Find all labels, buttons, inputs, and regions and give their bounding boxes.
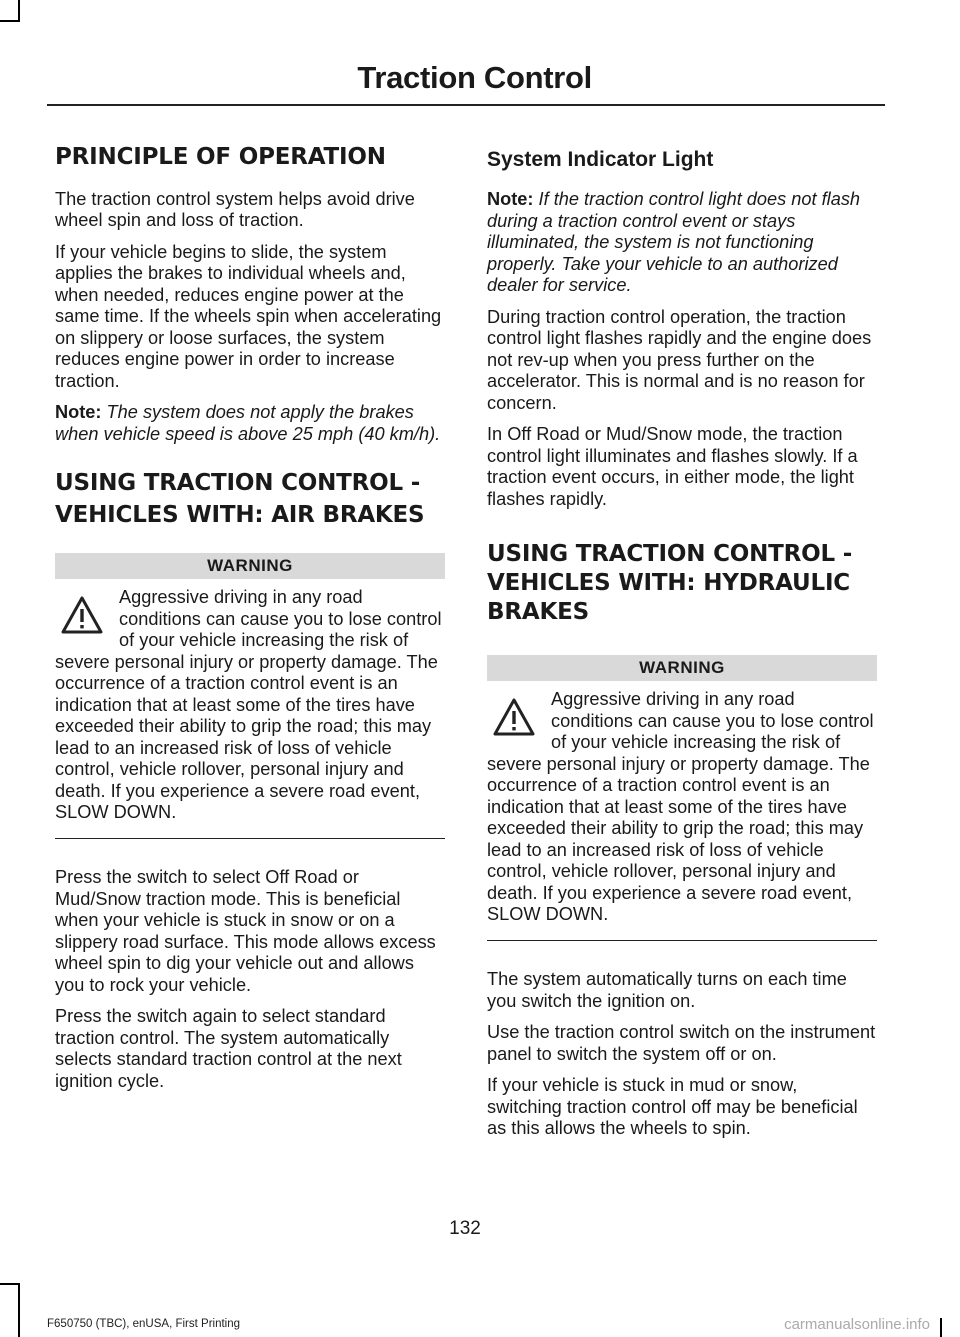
air-brakes-heading-line-2: VEHICLES WITH: AIR BRAKES	[55, 502, 425, 529]
warning-text: Aggressive driving in any road conditions can cause you to lose control of your vehicle increasing the risk of severe personal injury or property damage. The occurrence of a traction control event is an indication that at least some of the tires have exceeded their ability to grip the road; this may lead to an increased risk of loss of vehicle control, vehicle rollover, personal injury and death. If you experience a severe road event, SLOW DOWN.	[55, 587, 442, 823]
crop-mark-top-left	[18, 0, 20, 22]
crop-mark-bottom-left	[18, 1283, 20, 1337]
warning-divider	[487, 940, 877, 942]
warning-divider	[55, 838, 445, 840]
warning-body	[487, 681, 877, 926]
principle-paragraph-1: The traction control system helps avoid drive wheel spin and loss of traction.	[55, 188, 415, 231]
crop-mark-bottom-left-h	[0, 1283, 20, 1285]
hydraulic-brakes-heading	[487, 540, 877, 627]
warning-triangle-icon	[59, 593, 105, 639]
air-brakes-warning	[55, 553, 445, 839]
principle-paragraph-2: If your vehicle begins to slide, the system applies the brakes to individual wheels and, when needed, reduces engine power at the same time. If the wheels spin when accelerating on slippery or loose surfaces, the system reduces engine power in order to increase traction.	[55, 241, 442, 391]
note-text: The system does not apply the brakes when vehicle speed is above 25 mph (40 km/h).	[55, 402, 441, 444]
hydraulic-heading-line-2: VEHICLES WITH: HYDRAULIC	[487, 570, 850, 597]
principle-heading: PRINCIPLE OF OPERATION	[55, 144, 386, 170]
air-brakes-heading-line-1: USING TRACTION CONTROL -	[55, 470, 421, 497]
warning-text: Aggressive driving in any road conditions can cause you to lose control of your vehicle increasing the risk of severe personal injury or property damage. The occurrence of a traction control event is an indication that at least some of the tires have exceeded their ability to grip the road; this may lead to an increased risk of loss of vehicle control, vehicle rollover, personal injury and death. If you experience a severe road event, SLOW DOWN.	[487, 689, 874, 925]
mode-paragraph-2: Press the switch again to select standard traction control. The system automatically selects standard traction control at the next ignition cycle.	[55, 1006, 402, 1091]
crop-mark-bottom-right	[940, 1318, 942, 1337]
note-text: If the traction control light does not flash during a traction control event or stays illuminated, the system is not functioning properly. Take your vehicle to an authorized dealer for service.	[487, 189, 861, 296]
hydraulic-heading-line-1: USING TRACTION CONTROL -	[487, 541, 853, 568]
indicator-heading: System Indicator Light	[487, 148, 714, 171]
warning-body	[55, 579, 445, 824]
document-id: F650750 (TBC), enUSA, First Printing	[47, 1318, 241, 1330]
indicator-paragraph-2: In Off Road or Mud/Snow mode, the traction control light illuminates and flashes slowly. If a traction event occurs, in either mode, the light flashes rapidly.	[487, 424, 858, 509]
note-label: Note:	[487, 189, 534, 210]
right-column	[487, 146, 877, 1150]
mode-paragraph-1: Press the switch to select Off Road or Mud/Snow traction mode. This is beneficial when your vehicle is stuck in snow or on a slippery road surface. This mode allows excess wheel spin to dig your vehicle out and allows you to rock your vehicle.	[55, 867, 436, 995]
warning-label: WARNING	[55, 553, 445, 579]
crop-mark-top-left-h	[0, 20, 20, 22]
system-paragraph-3: If your vehicle is stuck in mud or snow, switching traction control off may be beneficial as this allows the wheels to spin.	[487, 1075, 858, 1139]
left-column	[55, 143, 445, 1102]
hydraulic-heading-line-3: BRAKES	[487, 599, 589, 626]
system-paragraph-2: Use the traction control switch on the instrument panel to switch the system off or on.	[487, 1022, 876, 1064]
speed-note	[55, 402, 445, 445]
indicator-note	[487, 189, 877, 297]
watermark: carmanualsonline.info	[784, 1316, 930, 1333]
warning-label: WARNING	[487, 655, 877, 681]
air-brakes-heading	[55, 467, 445, 531]
page-title: Traction Control	[357, 60, 592, 95]
page-number: 132	[449, 1218, 481, 1239]
system-paragraph-1: The system automatically turns on each time you switch the ignition on.	[487, 969, 847, 1011]
indicator-paragraph-1: During traction control operation, the traction control light flashes rapidly and the engine does not rev-up when you press further on the accelerator. This is normal and is no reason for concern.	[487, 306, 872, 413]
warning-triangle-icon	[491, 695, 537, 741]
header-divider	[47, 104, 885, 106]
hydraulic-brakes-warning	[487, 655, 877, 941]
note-label: Note:	[55, 402, 102, 423]
